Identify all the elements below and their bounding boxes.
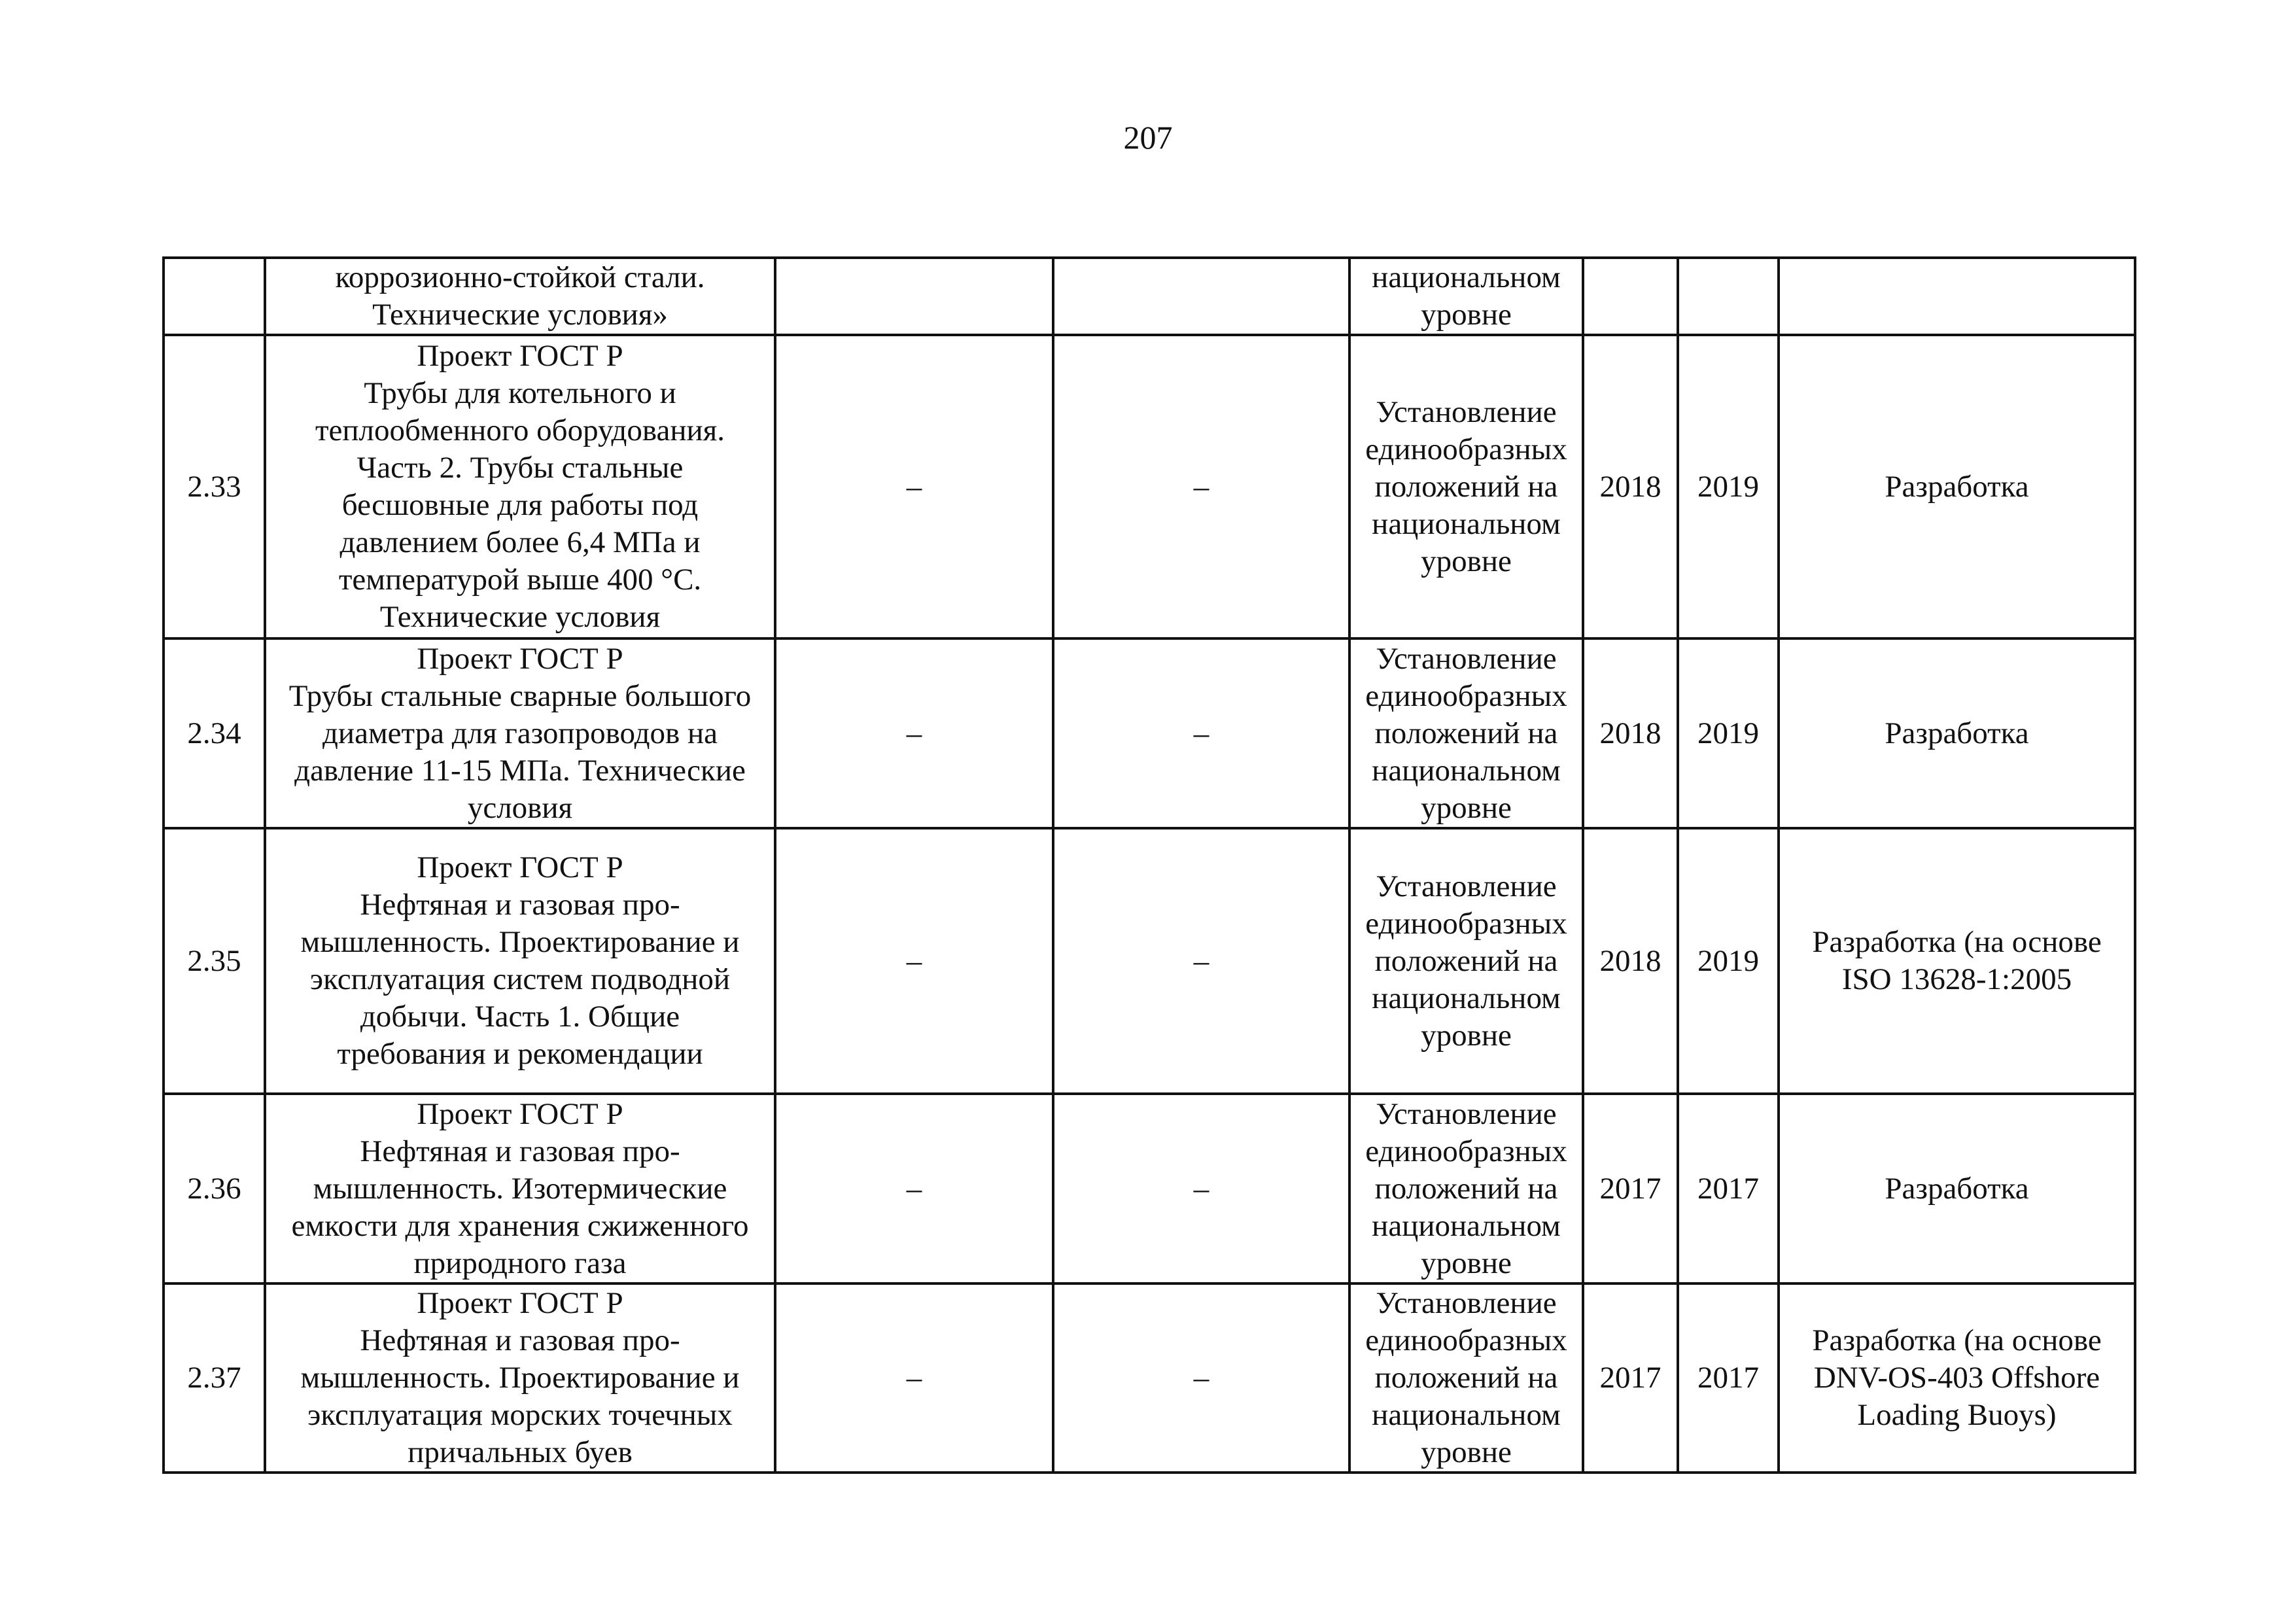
standard-name: [265, 1283, 775, 1473]
purpose-cell: [1349, 1283, 1583, 1473]
purpose-line: национальном: [1372, 1398, 1561, 1432]
name-line: Проект ГОСТ Р: [417, 339, 623, 373]
status-line: Разработка: [1885, 1171, 2029, 1206]
standard-name: [265, 1094, 775, 1283]
purpose-line: уровне: [1421, 298, 1512, 332]
purpose-line: Установление: [1376, 869, 1557, 903]
purpose-line: Установление: [1376, 1286, 1557, 1320]
status-cell: [1779, 828, 2135, 1094]
purpose-line: положений на: [1374, 943, 1558, 978]
name-line: природного газа: [413, 1246, 627, 1280]
purpose-line: национальном: [1372, 981, 1561, 1015]
status-cell: [1779, 258, 2135, 335]
row-number: 2.36: [164, 1094, 265, 1283]
end-year: 2019: [1678, 638, 1779, 828]
name-line: мышленность. Проектирование и: [300, 925, 740, 959]
table-row: [164, 335, 2135, 638]
name-line: эксплуатация систем подводной: [309, 962, 731, 996]
purpose-line: уровне: [1421, 1018, 1512, 1053]
purpose-line: Установление: [1376, 1096, 1557, 1131]
purpose-cell: [1349, 335, 1583, 638]
row-number: 2.35: [164, 828, 265, 1094]
purpose-line: положений на: [1374, 1361, 1558, 1395]
purpose-line: Установление: [1376, 641, 1557, 676]
status-cell: [1779, 638, 2135, 828]
purpose-cell: [1349, 1094, 1583, 1283]
col4-cell: –: [1053, 638, 1349, 828]
col4-cell: –: [1053, 1094, 1349, 1283]
name-line: коррозионно-стойкой стали.: [335, 260, 705, 294]
purpose-line: положений на: [1374, 469, 1558, 504]
status-line: Разработка (на основе: [1812, 925, 2102, 959]
purpose-line: национальном: [1372, 1208, 1561, 1243]
col4-cell: –: [1053, 828, 1349, 1094]
purpose-line: единообразных: [1365, 432, 1567, 466]
name-line: бесшовные для работы под: [341, 488, 699, 522]
start-year: [1583, 258, 1678, 335]
name-line: требования и рекомендации: [337, 1037, 703, 1071]
col3-cell: –: [775, 638, 1053, 828]
end-year: [1678, 258, 1779, 335]
standard-name: [265, 828, 775, 1094]
name-line: причальных буев: [408, 1435, 633, 1469]
table-row: [164, 258, 2135, 335]
purpose-line: единообразных: [1365, 678, 1567, 713]
row-number: 2.34: [164, 638, 265, 828]
standards-table: [162, 256, 2136, 1474]
name-line: Нефтяная и газовая про-: [360, 1323, 680, 1357]
purpose-cell: [1349, 258, 1583, 335]
purpose-cell: [1349, 828, 1583, 1094]
purpose-line: Установление: [1376, 394, 1557, 429]
standard-name: [265, 258, 775, 335]
purpose-line: единообразных: [1365, 906, 1567, 941]
table-row: [164, 638, 2135, 828]
name-line: давление 11-15 МПа. Технические: [294, 753, 746, 788]
status-line: DNV-OS-403 Offshore: [1813, 1361, 2100, 1395]
purpose-cell: [1349, 638, 1583, 828]
name-line: емкости для хранения сжиженного: [291, 1208, 749, 1243]
standard-name: [265, 638, 775, 828]
name-line: Проект ГОСТ Р: [417, 1286, 623, 1320]
purpose-line: единообразных: [1365, 1323, 1567, 1357]
status-cell: [1779, 1283, 2135, 1473]
col4-cell: –: [1053, 335, 1349, 638]
purpose-line: национальном: [1372, 260, 1561, 294]
purpose-line: уровне: [1421, 544, 1512, 578]
name-line: Технические условия: [379, 600, 661, 634]
name-line: добычи. Часть 1. Общие: [360, 1000, 680, 1034]
start-year: 2018: [1583, 335, 1678, 638]
purpose-line: положений на: [1374, 716, 1558, 750]
status-line: Разработка: [1885, 716, 2029, 750]
purpose-line: национальном: [1372, 753, 1561, 788]
start-year: 2017: [1583, 1094, 1678, 1283]
col3-cell: –: [775, 828, 1053, 1094]
name-line: Трубы для котельного и: [364, 376, 676, 410]
name-line: Проект ГОСТ Р: [417, 641, 623, 676]
col4-cell: –: [1053, 1283, 1349, 1473]
purpose-line: уровне: [1421, 790, 1512, 825]
purpose-line: единообразных: [1365, 1134, 1567, 1168]
purpose-line: национальном: [1372, 506, 1561, 541]
start-year: 2018: [1583, 828, 1678, 1094]
name-line: Нефтяная и газовая про-: [360, 1134, 680, 1168]
purpose-line: уровне: [1421, 1435, 1512, 1469]
name-line: эксплуатация морских точечных: [307, 1398, 733, 1432]
table-row: [164, 828, 2135, 1094]
end-year: 2017: [1678, 1094, 1779, 1283]
status-line: Разработка: [1885, 469, 2029, 504]
page-number: 207: [1123, 119, 1173, 156]
col4-cell: [1053, 258, 1349, 335]
end-year: 2019: [1678, 335, 1779, 638]
row-number: 2.37: [164, 1283, 265, 1473]
col3-cell: –: [775, 1283, 1053, 1473]
purpose-line: положений на: [1374, 1171, 1558, 1206]
table-row: [164, 1283, 2135, 1473]
row-number: [164, 258, 265, 335]
name-line: теплообменного оборудования.: [315, 413, 725, 447]
end-year: 2017: [1678, 1283, 1779, 1473]
start-year: 2017: [1583, 1283, 1678, 1473]
table-row: [164, 1094, 2135, 1283]
name-line: Трубы стальные сварные большого: [288, 678, 752, 713]
status-line: Loading Buoys): [1857, 1398, 2057, 1432]
purpose-line: уровне: [1421, 1246, 1512, 1280]
name-line: Проект ГОСТ Р: [417, 1096, 623, 1131]
name-line: мышленность. Проектирование и: [300, 1361, 740, 1395]
start-year: 2018: [1583, 638, 1678, 828]
standard-name: [265, 335, 775, 638]
name-line: мышленность. Изотермические: [313, 1171, 727, 1206]
name-line: условия: [467, 790, 573, 825]
name-line: диаметра для газопроводов на: [322, 716, 718, 750]
name-line: давлением более 6,4 МПа и: [339, 525, 701, 559]
name-line: Проект ГОСТ Р: [417, 850, 623, 884]
name-line: Технические условия»: [372, 298, 668, 332]
col3-cell: [775, 258, 1053, 335]
col3-cell: –: [775, 335, 1053, 638]
name-line: Часть 2. Трубы стальные: [357, 451, 684, 485]
end-year: 2019: [1678, 828, 1779, 1094]
row-number: 2.33: [164, 335, 265, 638]
status-cell: [1779, 335, 2135, 638]
status-line: ISO 13628-1:2005: [1841, 962, 2072, 996]
name-line: Нефтяная и газовая про-: [360, 888, 680, 922]
status-cell: [1779, 1094, 2135, 1283]
col3-cell: –: [775, 1094, 1053, 1283]
status-line: Разработка (на основе: [1812, 1323, 2102, 1357]
name-line: температурой выше 400 °С.: [338, 563, 702, 597]
